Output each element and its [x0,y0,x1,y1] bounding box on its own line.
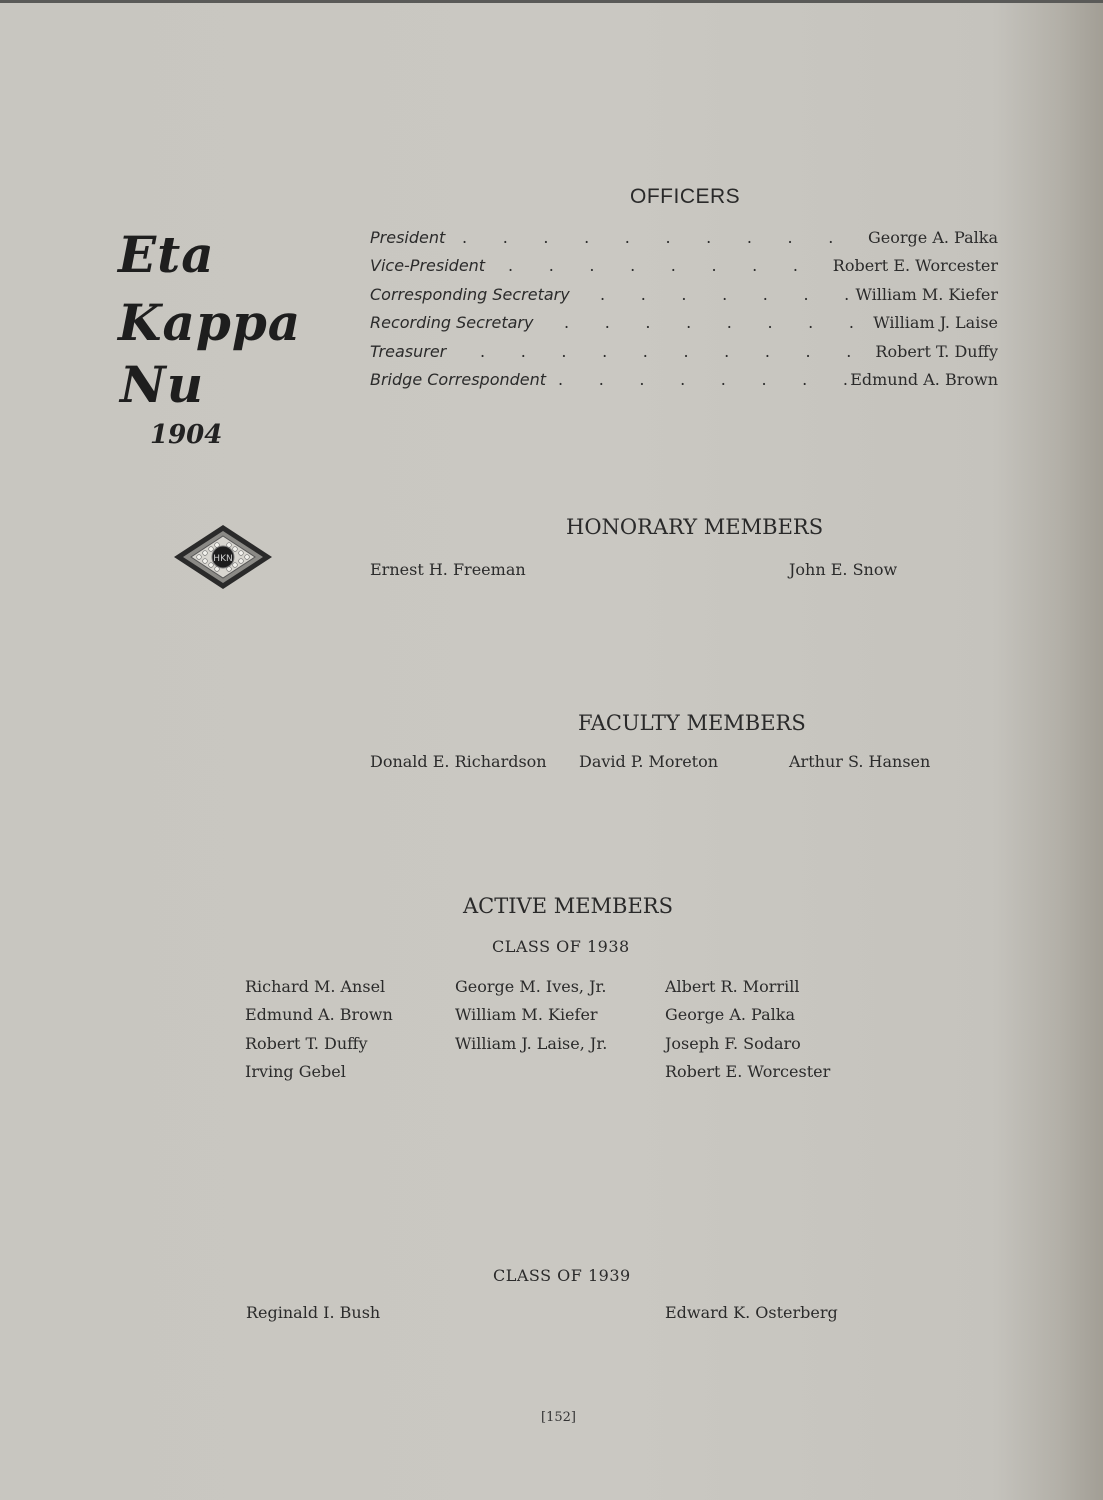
officer-role: Recording Secretary [370,313,534,333]
founding-year: 1904 [150,420,223,450]
officer-row [370,285,998,313]
officer-name: William J. Laise [873,313,998,333]
diamond-key-emblem-icon [172,523,274,591]
honorary-heading: HONORARY MEMBERS [566,515,824,539]
officer-name: George A. Palka [868,228,998,247]
class-1939-label: CLASS OF 1939 [493,1266,631,1285]
officer-role: President [370,228,446,247]
leader-dots: . . . . . . . . . . [480,341,852,361]
honorary-member: Ernest H. Freeman [370,560,526,579]
officer-role: Bridge Correspondent [370,369,547,389]
officer-row [370,256,998,284]
member-name: Robert T. Duffy [245,1034,368,1053]
officer-name: Robert T. Duffy [875,341,998,361]
officers-heading: OFFICERS [630,185,741,208]
leader-dots: . . . . . . . . [558,369,848,389]
member-name: George M. Ives, Jr. [455,977,607,996]
member-name: Joseph F. Sodaro [665,1034,801,1053]
officers-list [370,228,998,398]
officer-role: Vice-President [370,256,486,276]
leader-dots: . . . . . . . [600,284,850,304]
member-name: Irving Gebel [245,1062,346,1081]
member-name: George A. Palka [665,1005,795,1024]
honorary-member: John E. Snow [789,560,898,579]
faculty-member: Arthur S. Hansen [789,752,931,771]
class-1938-label: CLASS OF 1938 [492,937,630,956]
member-name: William J. Laise, Jr. [455,1034,608,1053]
member-name: Edward K. Osterberg [665,1303,838,1322]
officer-row [370,313,998,341]
member-name: Reginald I. Bush [246,1303,381,1322]
member-name: Robert E. Worcester [665,1062,831,1081]
faculty-heading: FACULTY MEMBERS [578,711,806,735]
active-heading: ACTIVE MEMBERS [463,894,673,918]
leader-dots: . . . . . . . . . . [462,228,834,247]
officer-role: Corresponding Secretary [370,284,570,304]
emblem-monogram: HKN [213,554,233,564]
leader-dots: . . . . . . . . . [508,256,839,276]
member-name: William M. Kiefer [455,1005,598,1024]
leader-dots: . . . . . . . . [564,313,854,333]
officer-name: William M. Kiefer [855,284,998,304]
officer-name: Robert E. Worcester [832,256,998,276]
member-name: Richard M. Ansel [245,977,386,996]
page-number: [152] [541,1410,576,1425]
officer-role: Treasurer [370,341,447,361]
title-line-nu: Nu [120,355,205,414]
member-name: Albert R. Morrill [665,977,800,996]
society-title [110,225,310,455]
faculty-member: Donald E. Richardson [370,752,547,771]
member-name: Edmund A. Brown [245,1005,393,1024]
faculty-member: David P. Moreton [579,752,719,771]
officer-row [370,342,998,370]
officer-row [370,228,998,256]
officer-name: Edmund A. Brown [850,369,998,389]
title-line-eta: Eta [118,225,215,284]
title-line-kappa: Kappa [118,293,302,352]
officer-row [370,370,998,398]
top-border [0,0,1103,3]
